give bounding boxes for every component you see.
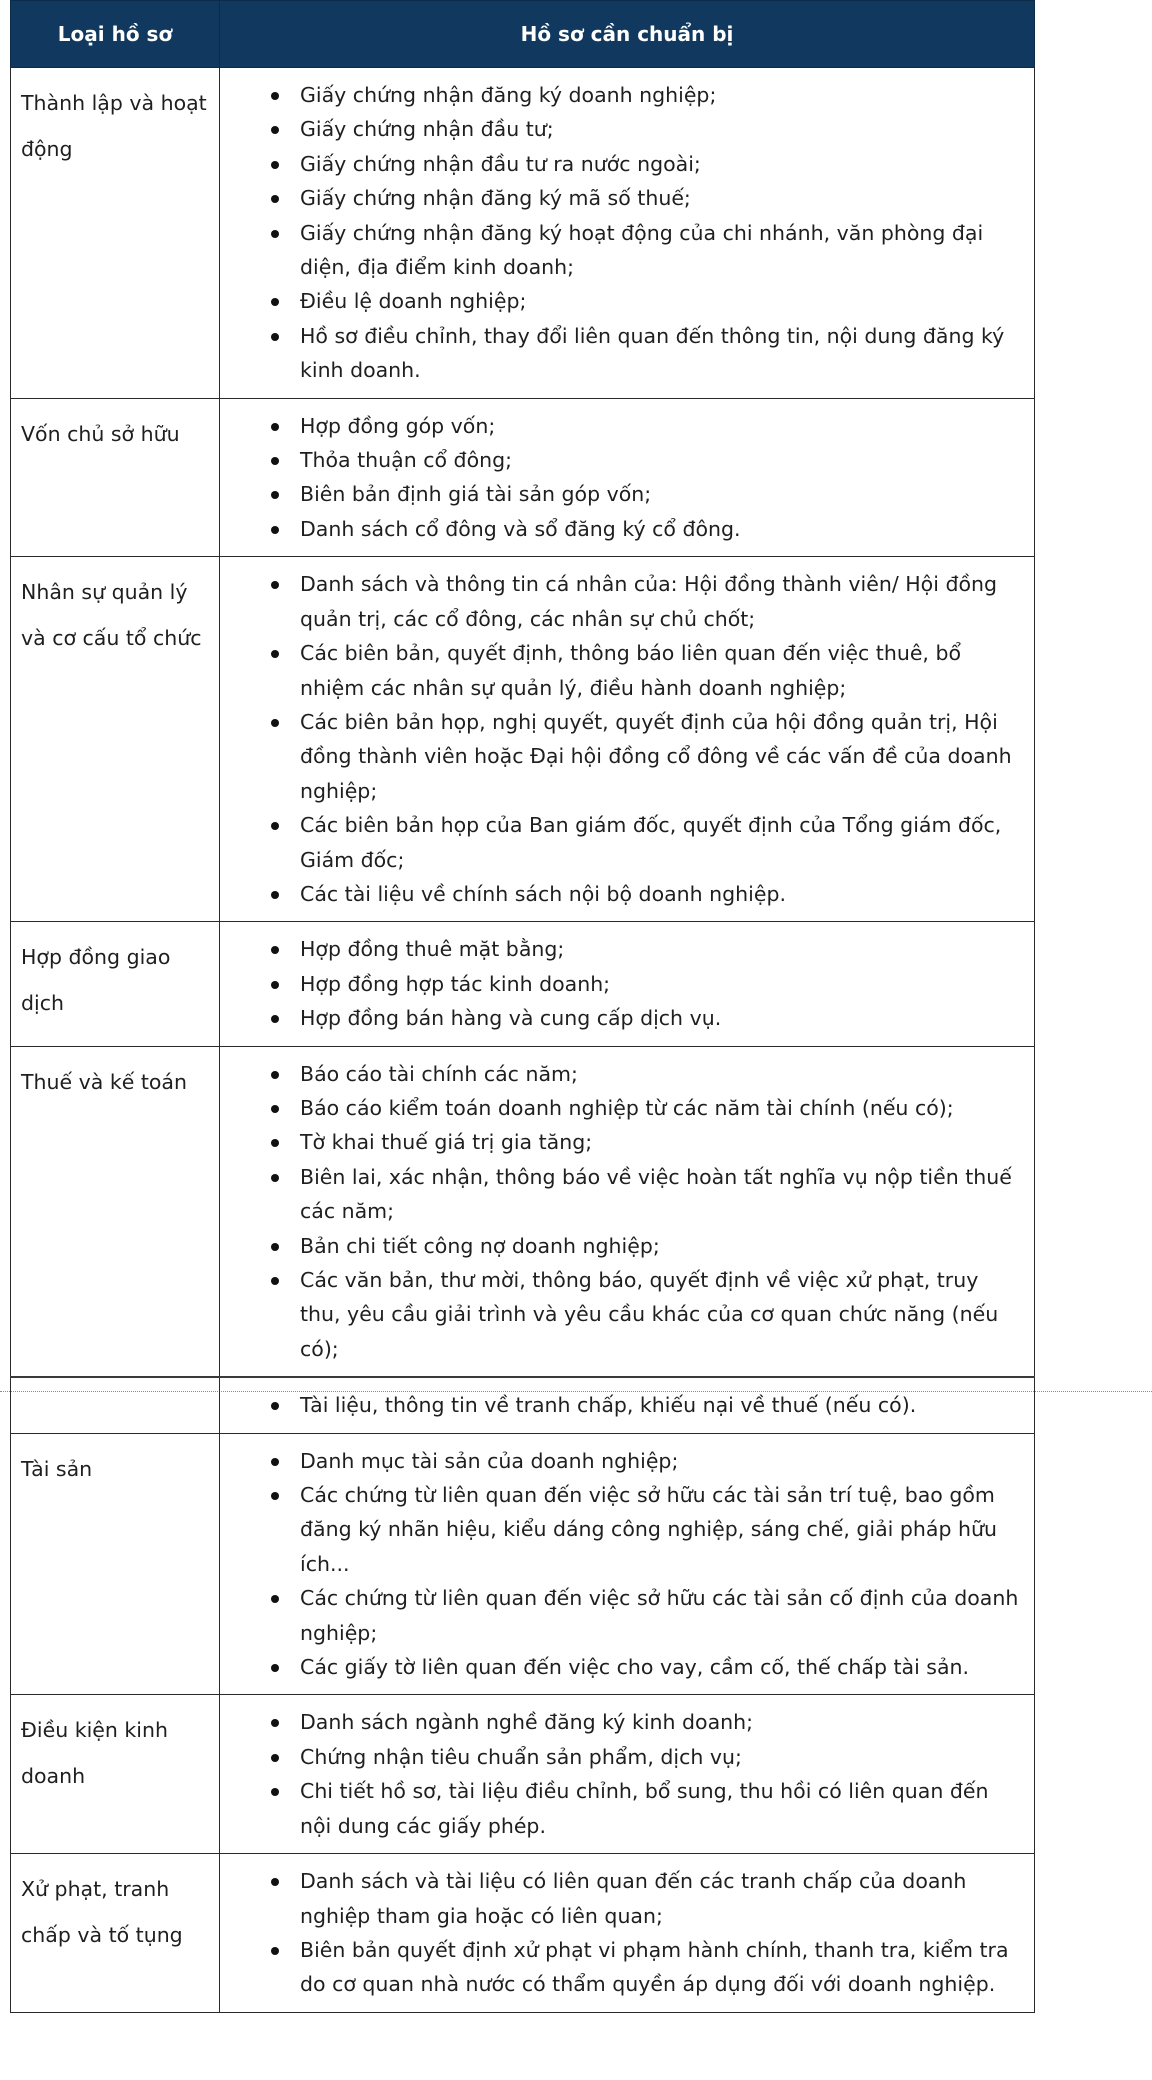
list-item: Các giấy tờ liên quan đến việc cho vay, cầm cố, thế chấp tài sản. — [220, 1650, 1024, 1684]
list-item: Chi tiết hồ sơ, tài liệu điều chỉnh, bổ sung, thu hồi có liên quan đến nội dung các giấy phép. — [220, 1774, 1024, 1843]
table-row — [11, 68, 1035, 399]
table-row — [11, 398, 1035, 557]
list-item: Hồ sơ điều chỉnh, thay đổi liên quan đến thông tin, nội dung đăng ký kinh doanh. — [220, 319, 1024, 388]
list-item: Danh mục tài sản của doanh nghiệp; — [220, 1444, 1024, 1478]
list-item: Các chứng từ liên quan đến việc sở hữu các tài sản trí tuệ, bao gồm đăng ký nhãn hiệu, kiểu dáng công nghiệp, sáng chế, giải pháp hữu ích... — [220, 1478, 1024, 1581]
document-list — [220, 1864, 1024, 2002]
record-type-cell: Vốn chủ sở hữu — [11, 398, 220, 557]
list-item: Giấy chứng nhận đầu tư ra nước ngoài; — [220, 147, 1024, 181]
list-item: Danh sách và thông tin cá nhân của: Hội đồng thành viên/ Hội đồng quản trị, các cổ đông, các nhân sự chủ chốt; — [220, 567, 1024, 636]
list-item: Danh sách cổ đông và sổ đăng ký cổ đông. — [220, 512, 1024, 546]
list-item: Các biên bản họp của Ban giám đốc, quyết định của Tổng giám đốc, Giám đốc; — [220, 808, 1024, 877]
table-row — [11, 1433, 1035, 1695]
list-item: Các tài liệu về chính sách nội bộ doanh nghiệp. — [220, 877, 1024, 911]
table-row — [11, 557, 1035, 922]
record-type-cell — [11, 1377, 220, 1433]
document-checklist-table — [10, 0, 1035, 2013]
list-item: Hợp đồng bán hàng và cung cấp dịch vụ. — [220, 1001, 1024, 1035]
table-header-row — [11, 1, 1035, 68]
record-type-cell: Nhân sự quản lý và cơ cấu tổ chức — [11, 557, 220, 922]
list-item: Biên lai, xác nhận, thông báo về việc hoàn tất nghĩa vụ nộp tiền thuế các năm; — [220, 1160, 1024, 1229]
record-type-cell: Hợp đồng giao dịch — [11, 922, 220, 1046]
document-list — [220, 1705, 1024, 1843]
document-list — [220, 1388, 1024, 1422]
header-record-type: Loại hồ sơ — [11, 1, 220, 68]
record-type-cell: Xử phạt, tranh chấp và tố tụng — [11, 1854, 220, 2013]
list-item: Các chứng từ liên quan đến việc sở hữu các tài sản cố định của doanh nghiệp; — [220, 1581, 1024, 1650]
list-item: Điều lệ doanh nghiệp; — [220, 284, 1024, 318]
list-item: Tờ khai thuế giá trị gia tăng; — [220, 1125, 1024, 1159]
list-item: Biên bản quyết định xử phạt vi phạm hành chính, thanh tra, kiểm tra do cơ quan nhà nước có thẩm quyền áp dụng đối với doanh nghiệp. — [220, 1933, 1024, 2002]
table-row — [11, 1695, 1035, 1854]
list-item: Danh sách ngành nghề đăng ký kinh doanh; — [220, 1705, 1024, 1739]
list-item: Các biên bản họp, nghị quyết, quyết định của hội đồng quản trị, Hội đồng thành viên hoặc Đại hội đồng cổ đông về các vấn đề của doanh nghiệp; — [220, 705, 1024, 808]
documents-cell — [220, 1695, 1035, 1854]
documents-cell — [220, 1433, 1035, 1695]
list-item: Bản chi tiết công nợ doanh nghiệp; — [220, 1229, 1024, 1263]
documents-cell — [220, 398, 1035, 557]
documents-cell — [220, 1046, 1035, 1377]
document-list — [220, 567, 1024, 911]
documents-cell — [220, 1854, 1035, 2013]
documents-cell — [220, 1377, 1035, 1433]
list-item: Giấy chứng nhận đăng ký hoạt động của chi nhánh, văn phòng đại diện, địa điểm kinh doanh; — [220, 216, 1024, 285]
table-row — [11, 922, 1035, 1046]
document-list — [220, 78, 1024, 388]
list-item: Các biên bản, quyết định, thông báo liên quan đến việc thuê, bổ nhiệm các nhân sự quản lý, điều hành doanh nghiệp; — [220, 636, 1024, 705]
document-list — [220, 1444, 1024, 1685]
record-type-cell: Tài sản — [11, 1433, 220, 1695]
document-list — [220, 409, 1024, 547]
list-item: Giấy chứng nhận đầu tư; — [220, 112, 1024, 146]
list-item: Chứng nhận tiêu chuẩn sản phẩm, dịch vụ; — [220, 1740, 1024, 1774]
list-item: Báo cáo kiểm toán doanh nghiệp từ các năm tài chính (nếu có); — [220, 1091, 1024, 1125]
list-item: Các văn bản, thư mời, thông báo, quyết định về việc xử phạt, truy thu, yêu cầu giải trình và yêu cầu khác của cơ quan chức năng (nếu có); — [220, 1263, 1024, 1366]
list-item: Biên bản định giá tài sản góp vốn; — [220, 477, 1024, 511]
header-documents-to-prepare: Hồ sơ cần chuẩn bị — [220, 1, 1035, 68]
list-item: Báo cáo tài chính các năm; — [220, 1057, 1024, 1091]
documents-cell — [220, 922, 1035, 1046]
list-item: Hợp đồng thuê mặt bằng; — [220, 932, 1024, 966]
list-item: Hợp đồng hợp tác kinh doanh; — [220, 967, 1024, 1001]
documents-cell — [220, 557, 1035, 922]
documents-cell — [220, 68, 1035, 399]
list-item: Thỏa thuận cổ đông; — [220, 443, 1024, 477]
table-row — [11, 1854, 1035, 2013]
record-type-cell: Thuế và kế toán — [11, 1046, 220, 1377]
table-row — [11, 1377, 1035, 1433]
document-list — [220, 1057, 1024, 1367]
list-item: Hợp đồng góp vốn; — [220, 409, 1024, 443]
record-type-cell: Thành lập và hoạt động — [11, 68, 220, 399]
list-item: Danh sách và tài liệu có liên quan đến các tranh chấp của doanh nghiệp tham gia hoặc có liên quan; — [220, 1864, 1024, 1933]
table-row — [11, 1046, 1035, 1377]
list-item: Giấy chứng nhận đăng ký mã số thuế; — [220, 181, 1024, 215]
record-type-cell: Điều kiện kinh doanh — [11, 1695, 220, 1854]
list-item: Giấy chứng nhận đăng ký doanh nghiệp; — [220, 78, 1024, 112]
document-list — [220, 932, 1024, 1035]
list-item: Tài liệu, thông tin về tranh chấp, khiếu nại về thuế (nếu có). — [220, 1388, 1024, 1422]
